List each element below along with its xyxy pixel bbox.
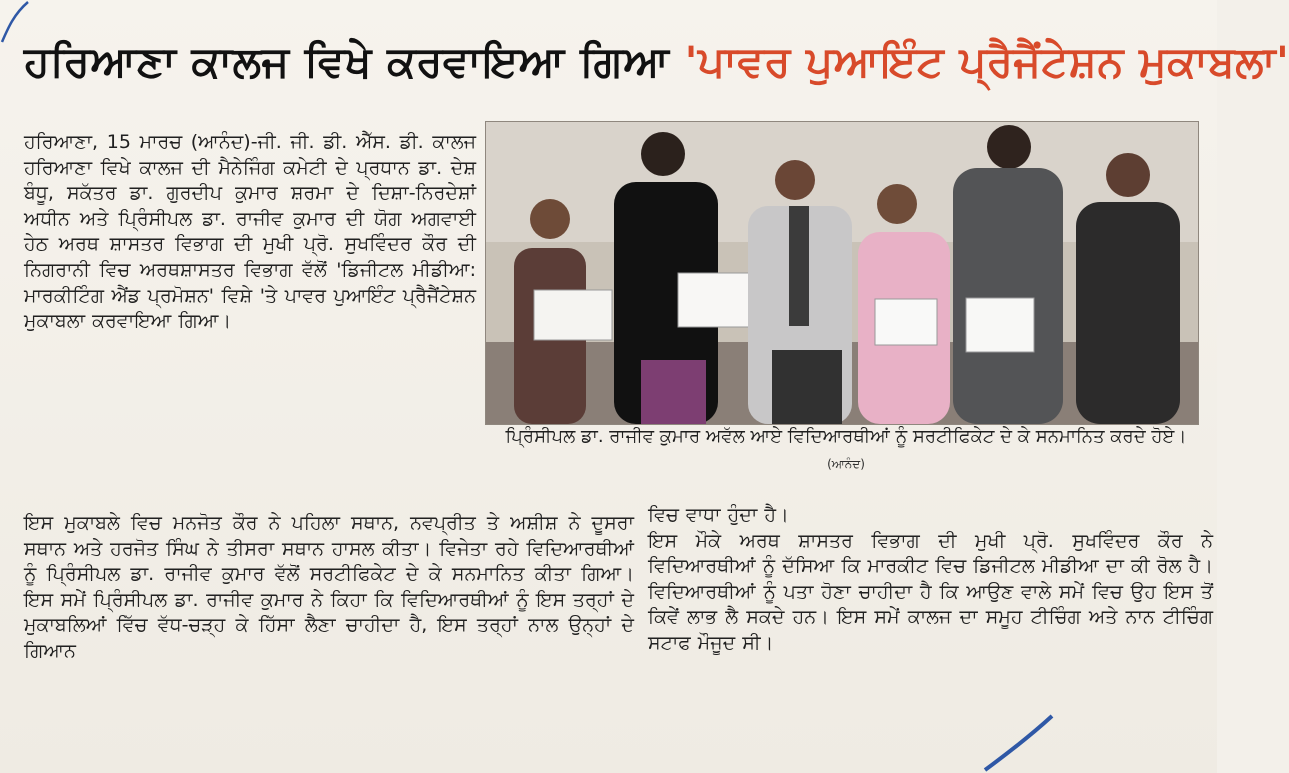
- news-photo: [485, 121, 1199, 425]
- article-column-1: [24, 130, 476, 505]
- dateline: ਹਰਿਆਣਾ, 15 ਮਾਰਚ (ਆਨੰਦ)-: [24, 131, 258, 153]
- photo-credit: (ਆਨੰਦ): [827, 457, 865, 471]
- article-paragraph-3a: ਵਿਚ ਵਾਧਾ ਹੁੰਦਾ ਹੈ।: [648, 504, 789, 526]
- article-paragraph-1: [24, 130, 476, 335]
- article-paragraph-3b: ਇਸ ਮੌਕੇ ਅਰਥ ਸ਼ਾਸਤਰ ਵਿਭਾਗ ਦੀ ਮੁਖੀ ਪ੍ਰੋ. ਸੁਖਵਿੰਦਰ ਕੌਰ ਨੇ ਵਿਦਿਆਰਥੀਆਂ ਨੂੰ ਦੱਸਿਆ ਕਿ ਮਾਰਕੀਟ ਵਿਚ ਡਿਜੀਟਲ ਮੀਡੀਆ ਦਾ ਕੀ ਰੋਲ ਹੈ। ਵਿਦਿਆਰਥੀਆਂ ਨੂੰ ਪਤਾ ਹੋਣਾ ਚਾਹੀਦਾ ਹੈ ਕਿ ਆਉਣ ਵਾਲੇ ਸਮੇਂ ਵਿਚ ਉਹ ਇਸ ਤੋਂ ਕਿਵੇਂ ਲਾਭ ਲੈ ਸਕਦੇ ਹਨ। ਇਸ ਸਮੇਂ ਕਾਲਜ ਦਾ ਸਮੂਹ ਟੀਚਿੰਗ ਅਤੇ ਨਾਨ ਟੀਚਿੰਗ ਸਟਾਫ ਮੌਜੂਦ ਸੀ।: [648, 529, 1213, 654]
- article-paragraph-1-text: ਜੀ. ਜੀ. ਡੀ. ਐੱਸ. ਡੀ. ਕਾਲਜ ਹਰਿਆਣਾ ਵਿਖੇ ਕਾਲਜ ਦੀ ਮੈਨੇਜਿੰਗ ਕਮੇਟੀ ਦੇ ਪ੍ਰਧਾਨ ਡਾ. ਦੇਸ਼ ਬੰਧੂ, ਸਕੱਤਰ ਡਾ. ਗੁਰਦੀਪ ਕੁਮਾਰ ਸ਼ਰਮਾ ਦੇ ਦਿਸ਼ਾ-ਨਿਰਦੇਸ਼ਾਂ ਅਧੀਨ ਅਤੇ ਪ੍ਰਿੰਸੀਪਲ ਡਾ. ਰਾਜੀਵ ਕੁਮਾਰ ਦੀ ਯੋਗ ਅਗਵਾਈ ਹੇਠ ਅਰਥ ਸ਼ਾਸਤਰ ਵਿਭਾਗ ਦੀ ਮੁਖੀ ਪ੍ਰੋ. ਸੁਖਵਿੰਦਰ ਕੌਰ ਦੀ ਨਿਗਰਾਨੀ ਵਿਚ ਅਰਥਸ਼ਾਸਤਰ ਵਿਭਾਗ ਵੱਲੋਂ 'ਡਿਜੀਟਲ ਮੀਡੀਆ: ਮਾਰਕੀਟਿੰਗ ਐਂਡ ਪ੍ਰਮੋਸ਼ਨ' ਵਿਸ਼ੇ 'ਤੇ ਪਾਵਰ ਪੁਆਇੰਟ ਪ੍ਰੈਜੈਂਟੇਸ਼ਨ ਮੁਕਾਬਲਾ ਕਰਵਾਇਆ ਗਿਆ।: [24, 131, 477, 333]
- headline-highlight: 'ਪਾਵਰ ਪੁਆਇੰਟ ਪ੍ਰੈਜੈਂਟੇਸ਼ਨ ਮੁਕਾਬਲਾ': [684, 37, 1289, 86]
- headline: [24, 26, 1289, 98]
- article-column-2: [24, 511, 634, 773]
- group-photo-illustration: [486, 122, 1198, 424]
- article-column-3: [648, 503, 1213, 743]
- article-paragraph-2: ਇਸ ਮੁਕਾਬਲੇ ਵਿਚ ਮਨਜੋਤ ਕੌਰ ਨੇ ਪਹਿਲਾ ਸਥਾਨ, ਨਵਪ੍ਰੀਤ ਤੇ ਅਸ਼ੀਸ਼ ਨੇ ਦੂਸਰਾ ਸਥਾਨ ਅਤੇ ਹਰਜੋਤ ਸਿੰਘ ਨੇ ਤੀਸਰਾ ਸਥਾਨ ਹਾਸਲ ਕੀਤਾ। ਵਿਜੇਤਾ ਰਹੇ ਵਿਦਿਆਰਥੀਆਂ ਨੂੰ ਪ੍ਰਿੰਸੀਪਲ ਡਾ. ਰਾਜੀਵ ਕੁਮਾਰ ਵੱਲੋਂ ਸਰਟੀਫਿਕੇਟ ਦੇ ਕੇ ਸਨਮਾਨਿਤ ਕੀਤਾ ਗਿਆ। ਇਸ ਸਮੇਂ ਪ੍ਰਿੰਸੀਪਲ ਡਾ. ਰਾਜੀਵ ਕੁਮਾਰ ਨੇ ਕਿਹਾ ਕਿ ਵਿਦਿਆਰਥੀਆਂ ਨੂੰ ਇਸ ਤਰ੍ਹਾਂ ਦੇ ਮੁਕਾਬਲਿਆਂ ਵਿੱਚ ਵੱਧ-ਚੜ੍ਹ ਕੇ ਹਿੱਸਾ ਲੈਣਾ ਚਾਹੀਦਾ ਹੈ, ਇਸ ਤਰ੍ਹਾਂ ਨਾਲ ਉਨ੍ਹਾਂ ਦੇ ਗਿਆਨ: [24, 512, 634, 662]
- ink-mark-bottom: [980, 712, 1100, 773]
- headline-main: ਹਰਿਆਣਾ ਕਾਲਜ ਵਿਖੇ ਕਰਵਾਇਆ ਗਿਆ: [24, 37, 670, 86]
- caption-text: ਪ੍ਰਿੰਸੀਪਲ ਡਾ. ਰਾਜੀਵ ਕੁਮਾਰ ਅਵੱਲ ਆਏ ਵਿਦਿਆਰਥੀਆਂ ਨੂੰ ਸਰਟੀਫਿਕੇਟ ਦੇ ਕੇ ਸਨਮਾਨਿਤ ਕਰਦੇ ਹੋਏ।: [505, 426, 1187, 447]
- photo-caption: [492, 424, 1200, 492]
